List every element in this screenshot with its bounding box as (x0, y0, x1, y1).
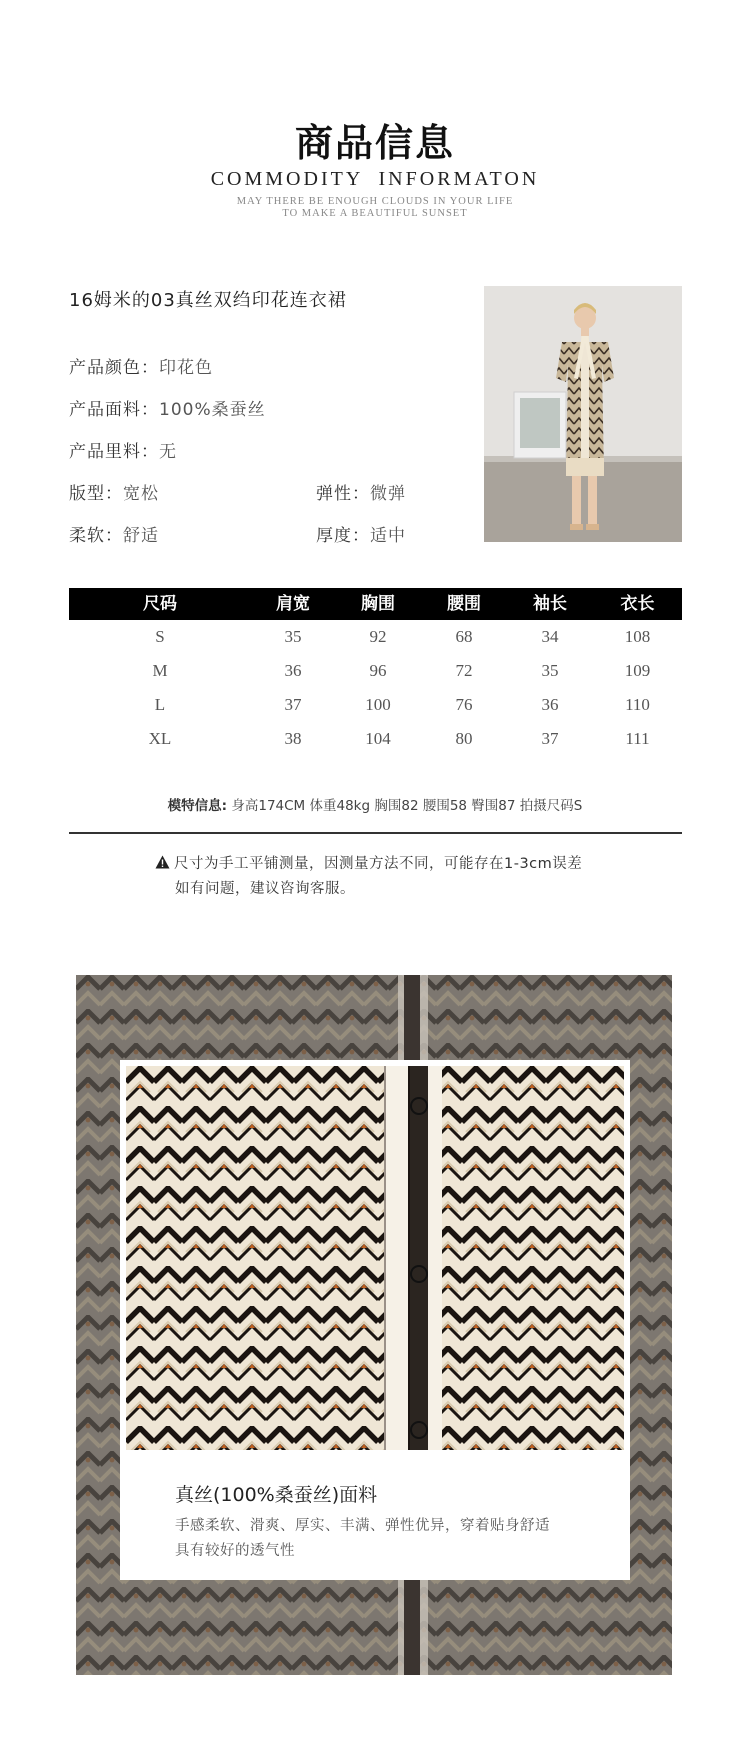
table-cell: 35 (284, 627, 302, 646)
table-cell: 80 (455, 729, 473, 748)
product-color-row (69, 353, 213, 378)
product-elastic-value: 微弹 (370, 484, 406, 504)
product-color-value: 印花色 (159, 358, 213, 378)
product-fit-label: 版型： (69, 484, 123, 504)
product-fit-row (69, 479, 159, 504)
table-cell: 96 (369, 661, 387, 680)
fabric-description-line-2: 具有较好的透气性 (175, 1543, 295, 1559)
table-cell: 109 (624, 661, 651, 680)
notice-line-1: 尺寸为手工平铺测量，因测量方法不同，可能存在1-3cm误差 (174, 856, 583, 872)
product-lining-value: 无 (159, 442, 177, 462)
table-cell: 36 (541, 695, 559, 714)
table-cell: 76 (455, 695, 473, 714)
model-info (0, 794, 750, 814)
slogan-line-1: MAY THERE BE ENOUGH CLOUDS IN YOUR LIFE (236, 196, 514, 207)
fabric-closeup-image (126, 1066, 624, 1450)
page-title-en: COMMODITY INFORMATON (210, 168, 540, 190)
size-table-header-cell: 尺码 (143, 594, 177, 614)
product-lining-label: 产品里料： (69, 442, 159, 462)
product-soft-value: 舒适 (123, 526, 159, 546)
product-fit-value: 宽松 (123, 484, 159, 504)
product-fabric-label: 产品面料： (69, 400, 159, 420)
model-info-label: 模特信息: (167, 798, 228, 814)
warning-icon (155, 855, 170, 869)
table-cell: XL (148, 729, 172, 748)
fabric-title: 真丝(100%桑蚕丝)面料 (175, 1484, 378, 1506)
table-cell: 111 (625, 729, 650, 748)
table-cell: 38 (284, 729, 302, 748)
table-row (69, 722, 682, 756)
size-table-header-cell: 袖长 (533, 594, 567, 614)
size-table-header-cell: 衣长 (620, 594, 655, 614)
table-cell: 108 (624, 627, 651, 646)
table-cell: 34 (541, 627, 559, 646)
table-cell: 37 (541, 729, 559, 748)
table-cell: 36 (284, 661, 302, 680)
product-name: 16姆米的03真丝双绉印花连衣裙 (69, 290, 347, 311)
table-cell: 72 (455, 661, 473, 680)
page-title: 商品信息 (294, 120, 455, 165)
size-table-header-cell: 腰围 (447, 594, 481, 614)
product-fabric-row (69, 395, 266, 420)
product-soft-row (69, 521, 159, 546)
product-elastic-label: 弹性： (316, 484, 370, 504)
size-table (69, 588, 682, 756)
notice-line-2: 如有问题，建议咨询客服。 (175, 881, 355, 897)
slogan-line-2: TO MAKE A BEAUTIFUL SUNSET (282, 208, 468, 219)
size-table-header-cell: 肩宽 (276, 594, 310, 614)
model-info-value: 身高174CM 体重48kg 胸围82 腰围58 臀围87 拍摄尺码S (231, 798, 583, 814)
table-cell: 35 (541, 661, 559, 680)
table-row (69, 620, 682, 654)
divider (69, 832, 682, 834)
product-thickness-row (316, 521, 406, 546)
product-color-label: 产品颜色： (69, 358, 159, 378)
table-row (69, 654, 682, 688)
table-cell: 100 (365, 695, 391, 714)
product-soft-label: 柔软： (69, 526, 123, 546)
table-cell: 92 (369, 627, 387, 646)
table-cell: 37 (284, 695, 302, 714)
product-lining-row (69, 437, 177, 462)
table-cell: 68 (455, 627, 473, 646)
product-thickness-label: 厚度： (316, 526, 370, 546)
table-cell: S (155, 627, 165, 646)
table-cell: M (152, 661, 168, 680)
table-cell: L (154, 695, 166, 714)
product-thickness-value: 适中 (370, 526, 406, 546)
measurement-notice (155, 852, 582, 873)
product-photo (484, 286, 682, 542)
table-row (69, 688, 682, 722)
product-fabric-value: 100%桑蚕丝 (159, 400, 266, 420)
size-table-header (69, 588, 682, 620)
table-cell: 104 (365, 729, 391, 748)
product-elastic-row (316, 479, 406, 504)
fabric-description-line-1: 手感柔软、滑爽、厚实、丰满、弹性优异，穿着贴身舒适 (175, 1518, 550, 1534)
size-table-header-cell: 胸围 (361, 594, 395, 614)
table-cell: 110 (625, 695, 650, 714)
